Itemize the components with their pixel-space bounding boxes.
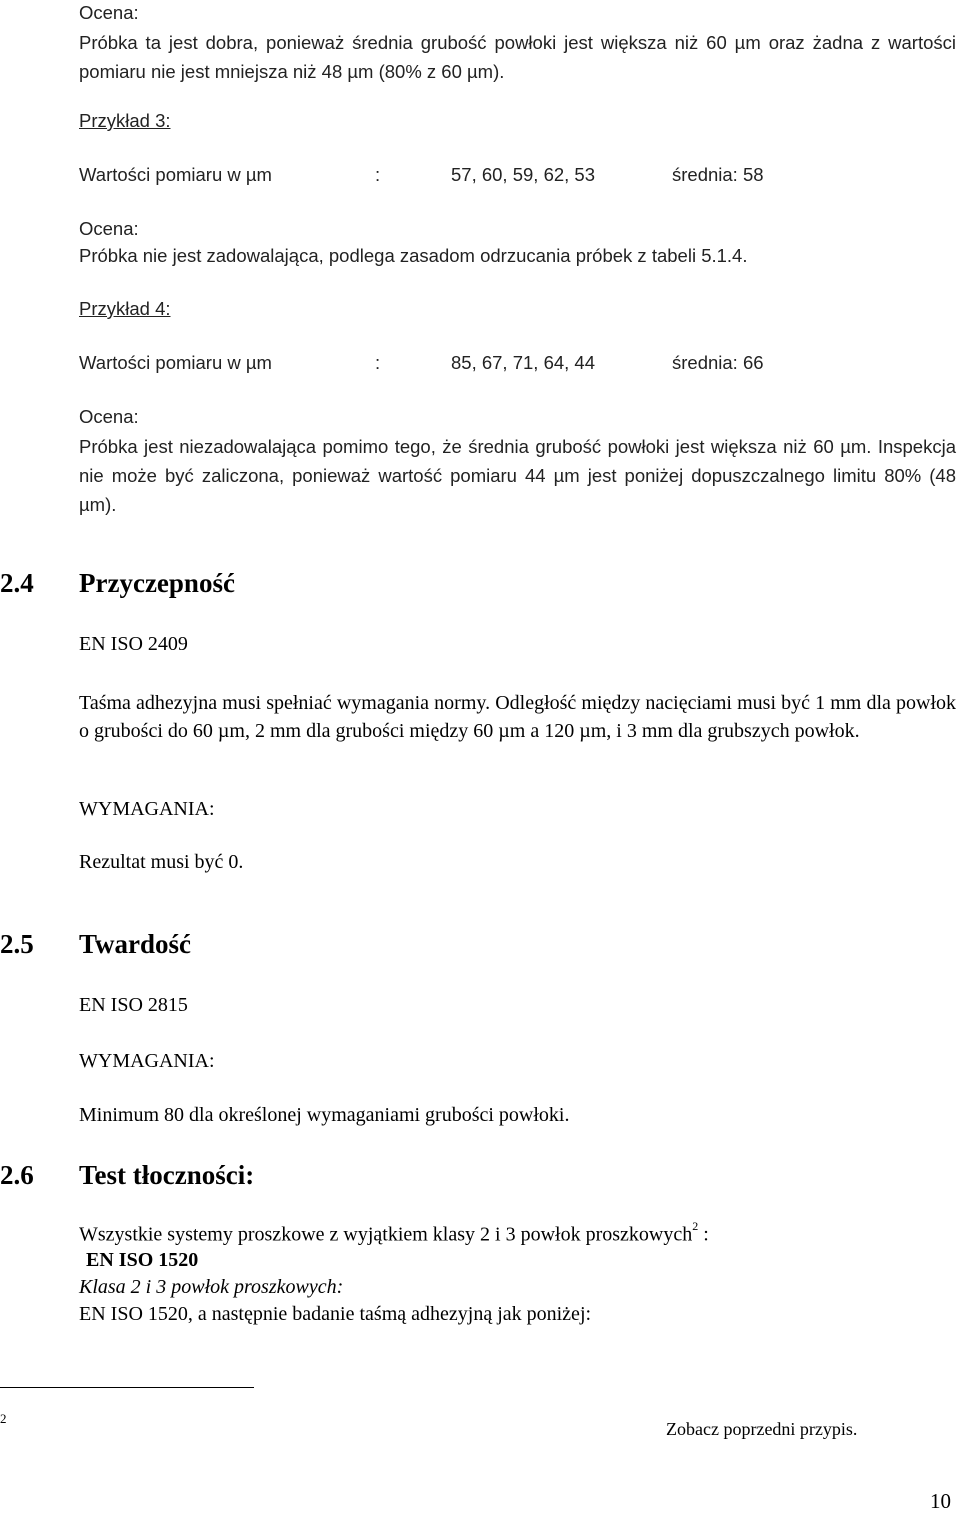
- example-3-values: 57, 60, 59, 62, 53: [451, 164, 596, 185]
- section-2-5-req-text: Minimum 80 dla określonej wymaganiami grubości powłoki.: [79, 1104, 570, 1126]
- example-4-ocena: Ocena:: [79, 406, 139, 427]
- section-2-4-title: Przyczepność: [79, 568, 235, 598]
- footnote-text: Zobacz poprzedni przypis.: [666, 1419, 858, 1439]
- section-2-6-line1: [79, 1219, 709, 1247]
- footnote-ref: 2: [692, 1219, 699, 1233]
- section-2-6-line3: Klasa 2 i 3 powłok proszkowych:: [79, 1276, 344, 1298]
- section-2-4-text: Taśma adhezyjna musi spełniać wymagania normy. Odległość między nacięciami musi być 1 mm dla powłok o grubości do 60 µm, 2 mm dla grubości między 60 µm a 120 µm, i 3 mm dla grubszych powłok.: [79, 692, 956, 742]
- section-2-4-req-text: Rezultat musi być 0.: [79, 851, 244, 873]
- example-4-values: 85, 67, 71, 64, 44: [451, 352, 596, 373]
- page-number: 10: [930, 1489, 951, 1513]
- section-2-6-line4: EN ISO 1520, a następnie badanie taśmą adhezyjną jak poniżej:: [79, 1303, 592, 1325]
- section-2-4-number: 2.4: [0, 568, 34, 598]
- section-2-4-req-label: WYMAGANIA:: [79, 798, 215, 820]
- example-3-colon: :: [375, 164, 381, 185]
- section-2-5-title: Twardość: [79, 929, 191, 959]
- section-2-6-number: 2.6: [0, 1160, 34, 1190]
- example-4-mean: średnia: 66: [672, 352, 764, 373]
- section-2-5-standard: EN ISO 2815: [79, 994, 188, 1016]
- example-3-label: Wartości pomiaru w µm: [79, 164, 272, 185]
- section-2-5-number: 2.5: [0, 929, 34, 959]
- example-3-ocena: Ocena:: [79, 218, 139, 239]
- section-2-4-standard: EN ISO 2409: [79, 633, 188, 655]
- footnote-marker: 2: [0, 1411, 7, 1426]
- ocena-heading-1: Ocena:: [79, 2, 139, 23]
- section-2-6-line2: EN ISO 1520: [86, 1249, 199, 1271]
- section-2-6-line1-text: Wszystkie systemy proszkowe z wyjątkiem klasy 2 i 3 powłok proszkowych: [79, 1223, 693, 1246]
- example-4-title: Przykład 4:: [79, 298, 171, 319]
- ocena-text-1: Próbka ta jest dobra, ponieważ średnia grubość powłoki jest większa niż 60 µm oraz żadna z wartości pomiaru nie jest mniejsza niż 48 µm (80% z 60 µm).: [79, 32, 956, 82]
- example-3-title: Przykład 3:: [79, 110, 171, 131]
- section-2-6-title: Test tłoczności:: [79, 1160, 255, 1190]
- example-3-text: Próbka nie jest zadowalająca, podlega zasadom odrzucania próbek z tabeli 5.1.4.: [79, 245, 748, 266]
- example-4-text: Próbka jest niezadowalająca pomimo tego, że średnia grubość powłoki jest większa niż 60 µm. Inspekcja nie może być zaliczona, ponieważ wartość pomiaru 44 µm jest poniżej dopuszczalnego limitu 80% (48 µm).: [79, 436, 956, 515]
- section-2-6-line1-tail: :: [698, 1223, 709, 1246]
- section-2-5-req-label: WYMAGANIA:: [79, 1050, 215, 1072]
- example-4-colon: :: [375, 352, 381, 373]
- example-4-label: Wartości pomiaru w µm: [79, 352, 272, 373]
- footnote-divider: [0, 1387, 254, 1388]
- example-3-mean: średnia: 58: [672, 164, 764, 185]
